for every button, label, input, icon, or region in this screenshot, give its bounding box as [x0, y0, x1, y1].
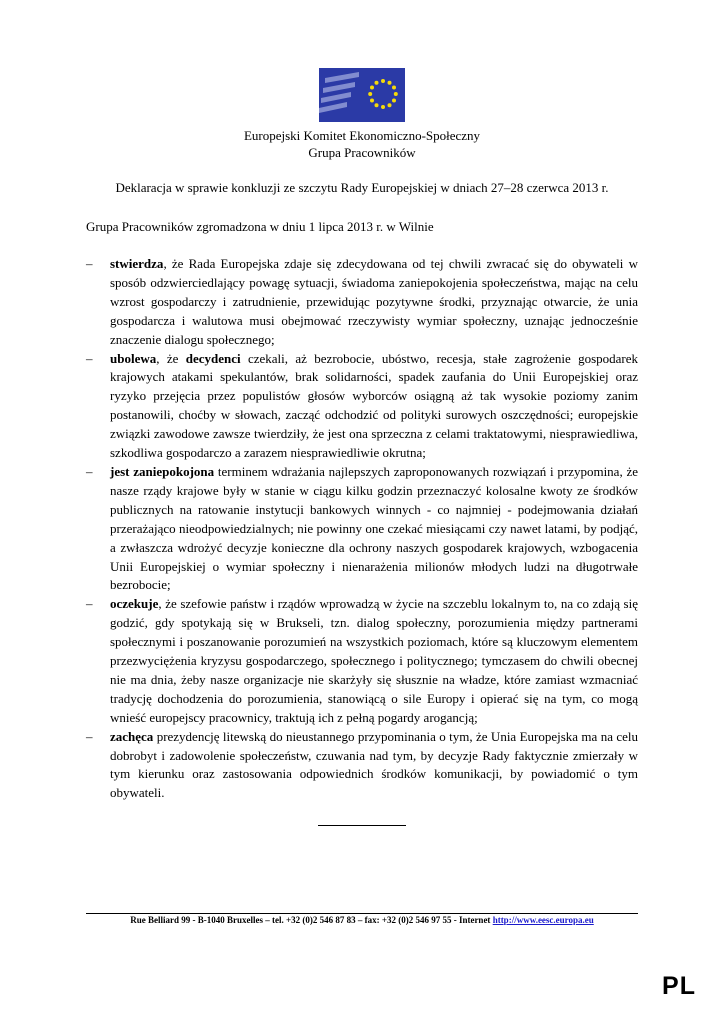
document-title: Deklaracja w sprawie konkluzji ze szczytu Rady Europejskiej w dniach 27–28 czerwca 2013 r. [115, 180, 609, 195]
item-lead: decydenci [185, 350, 241, 366]
item-lead: stwierdza [110, 256, 164, 271]
organization-header [0, 127, 724, 161]
list-item [86, 595, 638, 727]
footer [0, 915, 724, 925]
footer-website-link[interactable]: http://www.eesc.europa.eu [492, 915, 594, 925]
document-intro: Grupa Pracowników zgromadzona w dniu 1 lipca 2013 r. w Wilnie [86, 219, 434, 234]
declaration-list [86, 255, 638, 803]
list-item [86, 463, 638, 595]
footer-address: Rue Belliard 99 - B-1040 Bruxelles – tel. +32 (0)2 546 87 83 – fax: +32 (0)2 546 97 55 - Internet [130, 915, 493, 925]
list-item [86, 350, 638, 463]
footer-divider [86, 913, 638, 914]
dash-bullet: – [86, 350, 93, 366]
group-name: Grupa Pracowników [308, 145, 416, 160]
list-item [86, 255, 638, 350]
dash-bullet: – [86, 596, 93, 612]
item-text: terminem wdrażania najlepszych zaproponowanych rozwiązań i przypomina, że nasze rządy krajowe były w stanie w ciągu kilku godzin przeznaczyć kolosalne kwoty ze środków publicznych na ratowanie instytucji bankowych winnych - co najmniej - podejmowania działań przerażająco nieodpowiedzialnych; nie powinny one czekać miesiącami czy nawet latami, by podjąć, a zwłaszcza wdrożyć decyzje konieczne dla ochrony naszych gospodarek krajowych, wzbogacenia Unii Europejskiej o wymiar społeczny i nienarażenia milionów młodych ludzi na długotrwałe bezrobocie; [110, 463, 639, 593]
dash-bullet: – [86, 728, 93, 744]
item-text: prezydencję litewską do nieustannego przypominania o tym, że Unia Europejska ma na celu dobrobyt i zadowolenie społeczeństw, czuwania nad tym, by decyzje Rady faktycznie zmierzały w tym kierunku oraz zastosowania odpowiednich środków komunikacji, by powiadomić o tym obywateli. [110, 728, 638, 801]
item-lead: jest zaniepokojona [110, 463, 215, 479]
item-text: , że [156, 350, 186, 366]
item-lead: oczekuje [110, 596, 159, 612]
item-text: , że szefowie państw i rządów wprowadzą w życie na szczeblu lokalnym to, na co zdają się godzić, gdy spotykają się w Brukseli, tzn. dialog społeczny, porozumienia między partnerami społecznymi i poszanowanie porozumień na wszystkich poziomach, które są kluczowym elementem przezwyciężenia kryzysu gospodarczego, społecznego i politycznego; tymczasem do chwili obecnej nie ma dnia, żeby nasze organizacje nie skarżyły się słusznie na władze, które zamiast wzmacniać tradycję dochodzenia do porozumienia, stanowiącą o sile Europy i opierać się na tym, co mogą wnieść europejscy pracownicy, traktują ich z pełną pogardy arogancją; [110, 596, 638, 725]
list-item [86, 728, 638, 804]
end-separator [318, 825, 406, 826]
organization-name: Europejski Komitet Ekonomiczno-Społeczny [243, 128, 481, 143]
item-lead: zachęca [110, 728, 154, 744]
item-text: czekali, aż bezrobocie, ubóstwo, recesja, stałe zagrożenie gospodarek krajowych atakami spekulantów, brak solidarności, spadek zaufania do Unii Europejskiej oraz ryzyko przejęcia przez populistów głosów wyborców osiągną aż tak wysokie poziomy zanim postanowili, choćby w słowach, zacząć odchodzić od polityki surowych oszczędności; europejskie związki zawodowe zawsze twierdziły, że jest ona sprzeczna z celami traktatowymi, niesprawiedliwa, szkodliwa gospodarczo a zarazem niesprawiedliwie okrutna; [110, 350, 638, 461]
item-lead: ubolewa [110, 350, 157, 366]
eesc-logo-icon [319, 68, 405, 122]
item-text: , że Rada Europejska zdaje się zdecydowana od tej chwili zwracać się do obywateli w sposób odzwierciedlający powagę sytuacji, świadoma zaniepokojenia społeczeństwa, mając na celu wzrost gospodarczy i zatrudnienie, przewidując pozytywne środki, przyznając otwarcie, że unia gospodarcza i walutowa musi obejmować rzeczywisty wymiar społeczny, uznając jednocześnie znaczenie dialogu społecznego; [110, 256, 638, 347]
dash-bullet: – [86, 463, 93, 479]
language-code: PL [662, 972, 696, 1000]
dash-bullet: – [86, 256, 93, 271]
